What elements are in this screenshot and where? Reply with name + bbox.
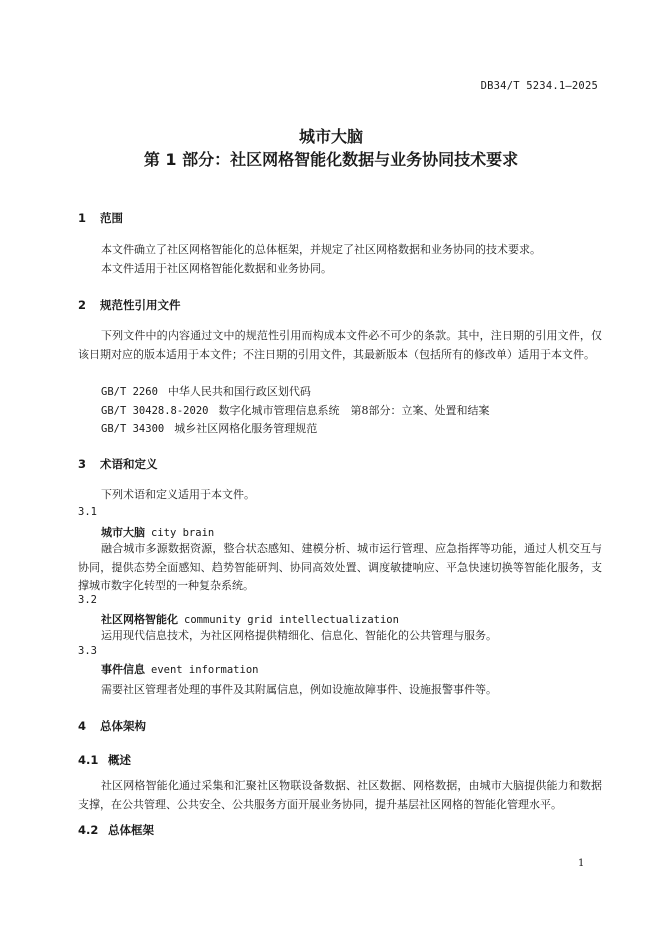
term-heading xyxy=(101,524,214,540)
term-heading xyxy=(101,661,258,677)
section-3-number: 3 xyxy=(78,457,87,471)
section-1-title: 范围 xyxy=(100,211,123,225)
reference-code: GB/T 30428.8-2020 xyxy=(101,405,209,417)
document-code: DB34/T 5234.1—2025 xyxy=(480,80,598,92)
section-3-heading xyxy=(78,456,158,472)
reference-item xyxy=(101,420,317,436)
term-definition: 融合城市多源数据资源，整合状态感知、建模分析、城市运行管理、应急指挥等功能，通过人机交互与协同，提供态势全面感知、趋势智能研判、协同高效处置、调度敏捷响应、平急快速切换等智能化服务，支撑城市数字化转型的一种复杂系统。 xyxy=(78,542,602,592)
term-number: 3.2 xyxy=(78,594,97,606)
document-subtitle: 第 1 部分：社区网格智能化数据与业务协同技术要求 xyxy=(143,150,519,169)
term-definition: 运用现代信息技术，为社区网格提供精细化、信息化、智能化的公共管理与服务。 xyxy=(101,629,497,642)
section-2-heading xyxy=(78,297,181,313)
page-number: 1 xyxy=(578,858,585,869)
term-number: 3.3 xyxy=(78,645,97,657)
section-1-number: 1 xyxy=(78,211,87,225)
section-4-number: 4 xyxy=(78,719,87,733)
reference-name: 城乡社区网格化服务管理规范 xyxy=(174,422,318,435)
reference-item xyxy=(101,402,489,418)
section-3-intro: 下列术语和定义适用于本文件。 xyxy=(101,488,255,501)
reference-item xyxy=(101,383,311,399)
document-title: 城市大脑 xyxy=(298,127,363,146)
subsection-4-2-heading xyxy=(78,822,154,838)
section-3-title: 术语和定义 xyxy=(100,457,158,471)
term-number: 3.1 xyxy=(78,506,97,518)
subsection-4-1-number: 4.1 xyxy=(78,753,99,767)
section-1-paragraph-1: 本文件确立了社区网格智能化的总体框架，并规定了社区网格数据和业务协同的技术要求。 xyxy=(101,243,541,256)
subsection-4-1-title: 概述 xyxy=(108,753,131,767)
title-block xyxy=(0,126,662,171)
section-4-title: 总体架构 xyxy=(100,719,146,733)
subsection-4-1-paragraph: 社区网格智能化通过采集和汇聚社区物联设备数据、社区数据、网格数据，由城市大脑提供能力和数据支撑，在公共管理、公共安全、公共服务方面开展业务协同，提升基层社区网格的智能化管理水平。 xyxy=(78,779,602,811)
section-2-paragraph-1: 下列文件中的内容通过文中的规范性引用而构成本文件必不可少的条款。其中，注日期的引用文件，仅该日期对应的版本适用于本文件；不注日期的引用文件，其最新版本（包括所有的修改单）适用于本文件。 xyxy=(78,329,602,361)
subsection-4-1-heading xyxy=(78,752,131,768)
section-1-paragraph-2: 本文件适用于社区网格智能化数据和业务协同。 xyxy=(101,262,332,275)
term-english: city brain xyxy=(151,527,215,539)
section-2-title: 规范性引用文件 xyxy=(100,298,181,312)
section-2-number: 2 xyxy=(78,298,87,312)
term-english: community grid intellectualization xyxy=(184,614,399,626)
subsection-4-2-number: 4.2 xyxy=(78,823,99,837)
reference-code: GB/T 2260 xyxy=(101,386,158,398)
term-chinese: 社区网格智能化 xyxy=(101,613,178,626)
term-definition: 需要社区管理者处理的事件及其附属信息，例如设施故障事件、设施报警事件等。 xyxy=(101,683,497,696)
subsection-4-2-title: 总体框架 xyxy=(108,823,154,837)
term-chinese: 事件信息 xyxy=(101,663,145,676)
term-chinese: 城市大脑 xyxy=(101,526,145,539)
reference-name: 数字化城市管理信息系统 第8部分：立案、处置和结案 xyxy=(218,404,490,417)
section-4-heading xyxy=(78,718,146,734)
term-heading xyxy=(101,611,399,627)
reference-name: 中华人民共和国行政区划代码 xyxy=(167,385,311,398)
reference-code: GB/T 34300 xyxy=(101,423,165,435)
term-english: event information xyxy=(151,664,259,676)
section-1-heading xyxy=(78,210,123,226)
